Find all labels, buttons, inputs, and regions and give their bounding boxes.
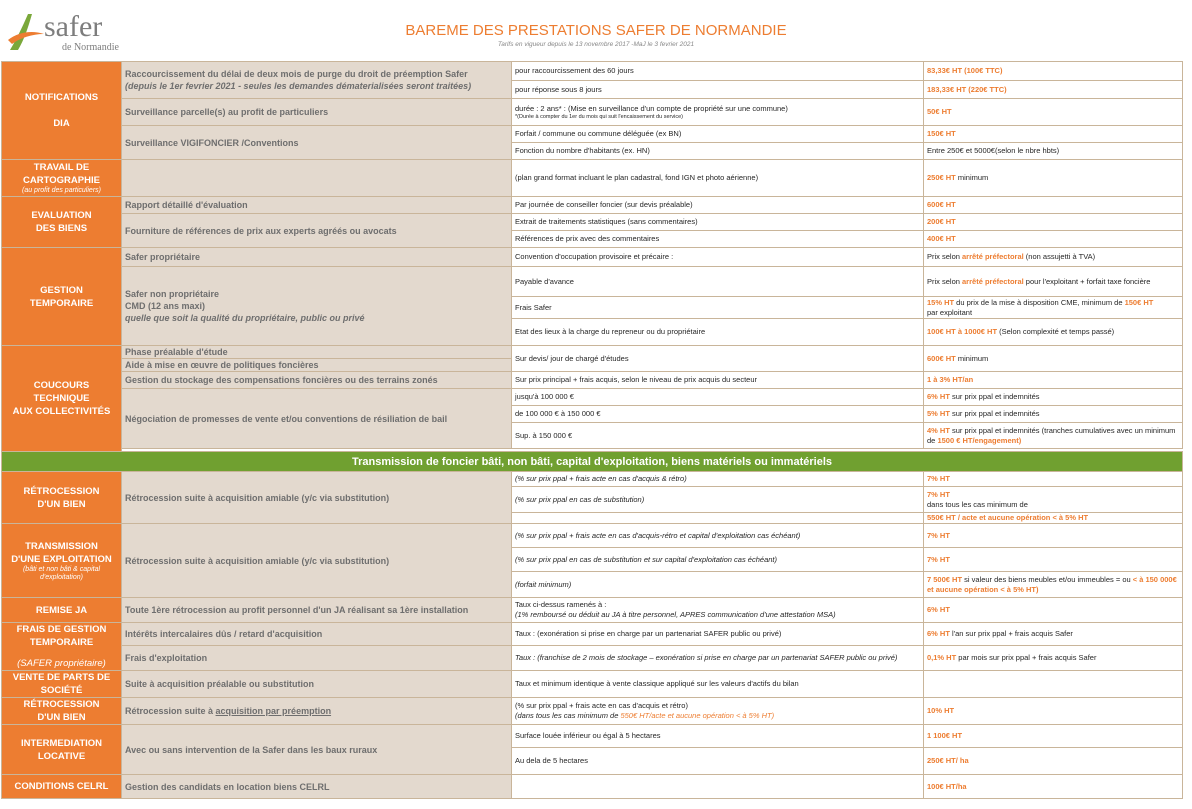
condition-text: (% sur prix ppal + frais acte en cas d'acquis-rétro et capital d'exploitation cas échéant) <box>515 530 801 540</box>
condition-cell: Sur prix principal + frais acquis, selon le niveau de prix acquis du secteur <box>512 372 924 389</box>
category-label: D'UN BIEN <box>37 498 86 510</box>
condition-cell <box>512 548 924 572</box>
price-cell <box>924 623 1183 646</box>
price-text: du prix de la mise à disposition CME, minimum de <box>954 297 1125 307</box>
category-label: COUCOURS <box>33 380 90 391</box>
condition-cell: Etat des lieux à la charge du repreneur ou du propriétaire <box>512 319 924 346</box>
page-title: BAREME DES PRESTATIONS SAFER DE NORMANDIE <box>405 22 787 39</box>
price-cell <box>924 319 1183 346</box>
category-label: EVALUATION <box>31 210 92 221</box>
service-cell <box>122 160 512 197</box>
category-evaluation <box>2 197 122 248</box>
condition-text: durée : 2 ans* : (Mise en surveillance d'un compte de propriété sur une commune) <box>515 103 788 113</box>
price-cell: 183,33€ HT (220€ TTC) <box>924 81 1183 99</box>
price-amount: 600€ HT <box>927 353 956 363</box>
condition-cell <box>512 775 924 799</box>
condition-cell <box>512 99 924 126</box>
service-cell: Aide à mise en œuvre de politiques foncières <box>122 359 512 372</box>
price-text: (non assujetti à TVA) <box>1023 252 1096 261</box>
service-note: (depuis le 1er fevrier 2021 - seules les demandes dématerialisées seront traitées) <box>125 81 472 91</box>
condition-cell: Sup. à 150 000 € <box>512 423 924 449</box>
category-gestion-temporaire <box>2 248 122 346</box>
condition-cell: Convention d'occupation provisoire et précaire : <box>512 248 924 267</box>
condition-text: (% sur prix ppal en cas de substitution et sur capital d'exploitation cas échéant) <box>515 554 777 564</box>
table-row <box>2 126 1183 143</box>
service-cell: Frais d'exploitation <box>122 646 512 671</box>
price-text: si valeur des biens meubles et/ou immeubles = ou <box>962 574 1133 584</box>
service-cell: Rapport détaillé d'évaluation <box>122 197 512 214</box>
price-cell: 250€ HT/ ha <box>924 748 1183 775</box>
price-amount: < à 150 000€ et aucune opération < à 5% HT) <box>927 574 1177 594</box>
table-row <box>2 248 1183 267</box>
category-cartographie <box>2 160 122 197</box>
service-cell: Fourniture de références de prix aux experts agréés ou avocats <box>122 214 512 248</box>
category-label: DIA <box>53 118 70 129</box>
condition-cell <box>512 646 924 671</box>
price-amount: 5% HT <box>927 409 950 418</box>
category-intermediation <box>2 725 122 775</box>
table-row <box>2 671 1183 698</box>
service-cell: Safer propriétaire <box>122 248 512 267</box>
section-band: Transmission de foncier bâti, non bâti, capital d'exploitation, biens matériels ou immatériels <box>2 452 1183 472</box>
table-row <box>2 372 1183 389</box>
category-label: TEMPORAIRE <box>29 297 94 309</box>
condition-cell: pour raccourcissement des 60 jours <box>512 62 924 81</box>
category-note: (bâti et non bâti & capital d'exploitation) <box>22 565 101 581</box>
table-row <box>2 698 1183 725</box>
condition-cell: Fonction du nombre d'habitants (ex. HN) <box>512 143 924 160</box>
price-amount: 100€ HT à 1000€ HT <box>927 327 998 336</box>
category-retrocession-preemption <box>2 698 122 725</box>
category-celrl: CONDITIONS CELRL <box>2 775 122 799</box>
condition-cell <box>512 598 924 623</box>
price-amount: 250€ HT <box>927 173 956 182</box>
table-row <box>2 62 1183 81</box>
service-cell <box>122 698 512 725</box>
service-cell: Surveillance VIGIFONCIER /Conventions <box>122 126 512 160</box>
condition-cell <box>512 524 924 548</box>
service-label: Raccourcissement du délai de deux mois de purge du droit de préemption Safer <box>125 69 468 79</box>
condition-cell <box>512 572 924 598</box>
table-row <box>2 598 1183 623</box>
service-cell: Rétrocession suite à acquisition amiable (y/c via substitution) <box>122 472 512 524</box>
table-row <box>2 524 1183 548</box>
category-retrocession <box>2 472 122 524</box>
category-note: (au profit des particuliers) <box>22 187 101 194</box>
price-text: minimum <box>955 353 989 363</box>
price-text: dans tous les cas minimum de <box>927 499 1028 509</box>
table-row <box>2 646 1183 671</box>
price-cell: 6% HT <box>924 598 1183 623</box>
price-text: par mois sur prix ppal + frais acquis Safer <box>956 653 1097 663</box>
category-transmission <box>2 524 122 598</box>
category-label: AUX COLLECTIVITÉS <box>12 406 111 417</box>
price-cell <box>924 267 1183 297</box>
condition-cell: pour réponse sous 8 jours <box>512 81 924 99</box>
price-text: pour l'exploitant + forfait taxe foncière <box>1023 276 1151 286</box>
price-text: sur prix ppal et indemnités (tranches cumulatives avec un minimum de <box>927 425 1176 445</box>
price-cell <box>924 487 1183 513</box>
condition-text: (% sur prix ppal en cas de substitution) <box>515 494 645 504</box>
service-cell: Avec ou sans intervention de la Safer dans les baux ruraux <box>122 725 512 775</box>
condition-note: *(Durée à compter du 1er du mois qui suit l'encaissement du service) <box>515 113 683 120</box>
category-label: INTERMEDIATION <box>20 737 103 749</box>
service-label: acquisition par préemption <box>215 706 332 716</box>
price-cell <box>924 297 1183 319</box>
table-row <box>2 99 1183 126</box>
service-cell: Suite à acquisition préalable ou substitution <box>122 671 512 698</box>
category-label: D'UN BIEN <box>37 712 86 723</box>
price-text: Prix selon <box>927 252 963 261</box>
category-label: TECHNIQUE <box>33 393 90 404</box>
condition-cell: Sur devis/ jour de chargé d'études <box>512 346 924 372</box>
category-label: TRAVAIL DE CARTOGRAPHIE <box>23 162 100 186</box>
price-cell: 600€ HT <box>924 197 1183 214</box>
price-amount: 6% HT <box>927 392 950 401</box>
condition-text: Taux ci-dessus ramenés à : <box>515 600 607 609</box>
category-label: TRANSMISSION <box>25 540 98 552</box>
price-amount: 1500 € HT/engagement) <box>937 435 1022 445</box>
condition-cell: (plan grand format incluant le plan cadastral, fond IGN et photo aérienne) <box>512 160 924 197</box>
price-cell: 1 100€ HT <box>924 725 1183 748</box>
service-label: Rétrocession suite à <box>125 706 216 716</box>
logo-word: safer <box>44 10 103 43</box>
table-row <box>2 267 1183 297</box>
condition-note: (1% remboursé ou déduit au JA à titre personnel, APRES communication d'une attestation MSA) <box>515 610 836 619</box>
page-subtitle: Tarifs en vigueur depuis le 13 novembre 2017 -MaJ le 3 fevrier 2021 <box>497 41 695 48</box>
service-cell: Toute 1ère rétrocession au profit personnel d'un JA réalisant sa 1ère installation <box>122 598 512 623</box>
price-text: (Selon complexité et temps passé) <box>997 327 1115 336</box>
condition-cell <box>512 472 924 487</box>
price-cell <box>924 160 1183 197</box>
category-label: LOCATIVE <box>37 750 86 762</box>
price-amount: 6% HT <box>927 629 950 639</box>
category-note: (SAFER propriétaire) <box>17 658 106 669</box>
condition-text: (% sur prix ppal + frais acte en cas d'acquis et rétro) <box>515 701 688 710</box>
service-cell: Intérêts intercalaires dûs / retard d'acquisition <box>122 623 512 646</box>
service-cell <box>122 62 512 99</box>
category-label: NOTIFICATIONS <box>24 92 99 103</box>
price-cell: 7% HT <box>924 472 1183 487</box>
price-text: par exploitant <box>927 307 973 317</box>
price-cell: 400€ HT <box>924 231 1183 248</box>
table-row <box>2 472 1183 487</box>
table-row <box>2 214 1183 231</box>
category-label: D'UNE EXPLOITATION <box>11 553 112 565</box>
category-frais-gestion <box>2 623 122 671</box>
price-cell: 100€ HT/ha <box>924 775 1183 799</box>
condition-cell: Payable d'avance <box>512 267 924 297</box>
section-band-row <box>2 452 1183 472</box>
service-cell: Gestion du stockage des compensations foncières ou des terrains zonés <box>122 372 512 389</box>
service-cell: Surveillance parcelle(s) au profit de particuliers <box>122 99 512 126</box>
condition-cell <box>512 513 924 524</box>
service-label: Safer non propriétaire <box>125 289 220 299</box>
table-row <box>2 160 1183 197</box>
price-cell: 200€ HT <box>924 214 1183 231</box>
price-amount: 150€ HT <box>1124 297 1154 307</box>
price-amount: 7% HT <box>927 489 950 499</box>
header <box>0 0 1192 60</box>
condition-note: (dans tous les cas minimum de <box>515 711 621 720</box>
category-label: RÉTROCESSION <box>23 485 100 497</box>
table-row <box>2 623 1183 646</box>
service-cell: Rétrocession suite à acquisition amiable (y/c via substitution) <box>122 524 512 598</box>
price-cell: 50€ HT <box>924 99 1183 126</box>
table-row <box>2 775 1183 799</box>
category-vente-parts: VENTE DE PARTS DE SOCIÉTÉ <box>2 671 122 698</box>
table-row <box>2 389 1183 406</box>
condition-cell: Extrait de traitements statistiques (sans commentaires) <box>512 214 924 231</box>
service-cell: Gestion des candidats en location biens CELRL <box>122 775 512 799</box>
condition-cell: de 100 000 € à 150 000 € <box>512 406 924 423</box>
condition-text: (forfait minimum) <box>515 579 572 589</box>
condition-cell: jusqu'à 100 000 € <box>512 389 924 406</box>
price-highlight: arrêté préfectoral <box>962 276 1024 286</box>
condition-cell <box>512 698 924 725</box>
price-cell <box>924 572 1183 598</box>
price-cell: 7% HT <box>924 548 1183 572</box>
table-row <box>2 346 1183 359</box>
condition-cell: Taux : (exonération si prise en charge par un partenariat SAFER public ou privé) <box>512 623 924 646</box>
logo-sub: de Normandie <box>62 42 119 53</box>
category-label: GESTION <box>40 284 83 296</box>
price-cell <box>924 389 1183 406</box>
price-cell: 10% HT <box>924 698 1183 725</box>
tariff-table <box>1 61 1183 799</box>
price-cell <box>924 346 1183 372</box>
price-text: sur prix ppal et indemnités <box>949 392 1040 401</box>
service-note: quelle que soit la qualité du propriétaire, public ou privé <box>125 313 365 323</box>
price-cell: Entre 250€ et 5000€(selon le nbre hbts) <box>924 143 1183 160</box>
service-cell: Phase préalable d'étude <box>122 346 512 359</box>
price-cell: 1 à 3% HT/an <box>924 372 1183 389</box>
category-remise-ja: REMISE JA <box>2 598 122 623</box>
condition-cell: Surface louée inférieur ou égal à 5 hectares <box>512 725 924 748</box>
price-text: sur prix ppal et indemnités <box>949 409 1040 418</box>
service-label: CMD (12 ans maxi) <box>125 301 206 311</box>
price-cell: 83,33€ HT (100€ TTC) <box>924 62 1183 81</box>
price-amount: 7 500€ HT <box>927 574 963 584</box>
price-amount: 4% HT <box>927 425 950 435</box>
category-label: FRAIS DE GESTION TEMPORAIRE <box>16 624 107 648</box>
category-label: DES BIENS <box>35 223 88 234</box>
price-highlight: arrêté préfectoral <box>962 252 1024 261</box>
price-cell <box>924 671 1183 698</box>
price-cell <box>924 248 1183 267</box>
price-cell <box>924 423 1183 449</box>
condition-cell <box>512 487 924 513</box>
price-cell: 550€ HT / acte et aucune opération < à 5% HT <box>924 513 1183 524</box>
service-cell: Négociation de promesses de vente et/ou conventions de résiliation de bail <box>122 389 512 449</box>
category-label: RÉTROCESSION <box>23 699 100 710</box>
price-text: l'an sur prix ppal + frais acquis Safer <box>949 629 1073 639</box>
table-row <box>2 197 1183 214</box>
category-concours-technique <box>2 346 122 452</box>
price-cell <box>924 646 1183 671</box>
condition-cell: Forfait / commune ou commune déléguée (ex BN) <box>512 126 924 143</box>
price-cell <box>924 406 1183 423</box>
price-cell: 150€ HT <box>924 126 1183 143</box>
price-cell: 7% HT <box>924 524 1183 548</box>
service-cell <box>122 267 512 346</box>
condition-cell: Frais Safer <box>512 297 924 319</box>
price-text: minimum <box>955 173 989 182</box>
table-row <box>2 725 1183 748</box>
condition-cell: Par journée de conseiller foncier (sur devis préalable) <box>512 197 924 214</box>
condition-cell: Références de prix avec des commentaires <box>512 231 924 248</box>
condition-cell: Au dela de 5 hectares <box>512 748 924 775</box>
condition-text: (% sur prix ppal + frais acte en cas d'acquis & rétro) <box>515 474 687 483</box>
condition-highlight: 550€ HT/acte et aucune opération < à 5% HT) <box>620 711 775 720</box>
price-amount: 15% HT <box>927 297 955 307</box>
category-notifications <box>2 62 122 160</box>
condition-text: Taux : (franchise de 2 mois de stockage – exonération si prise en charge par un partenariat SAFER public ou privé) <box>515 653 898 663</box>
price-amount: 0,1% HT <box>927 653 957 663</box>
condition-cell: Taux et minimum identique à vente classique appliqué sur les valeurs d'actifs du bilan <box>512 671 924 698</box>
price-text: Prix selon <box>927 276 963 286</box>
